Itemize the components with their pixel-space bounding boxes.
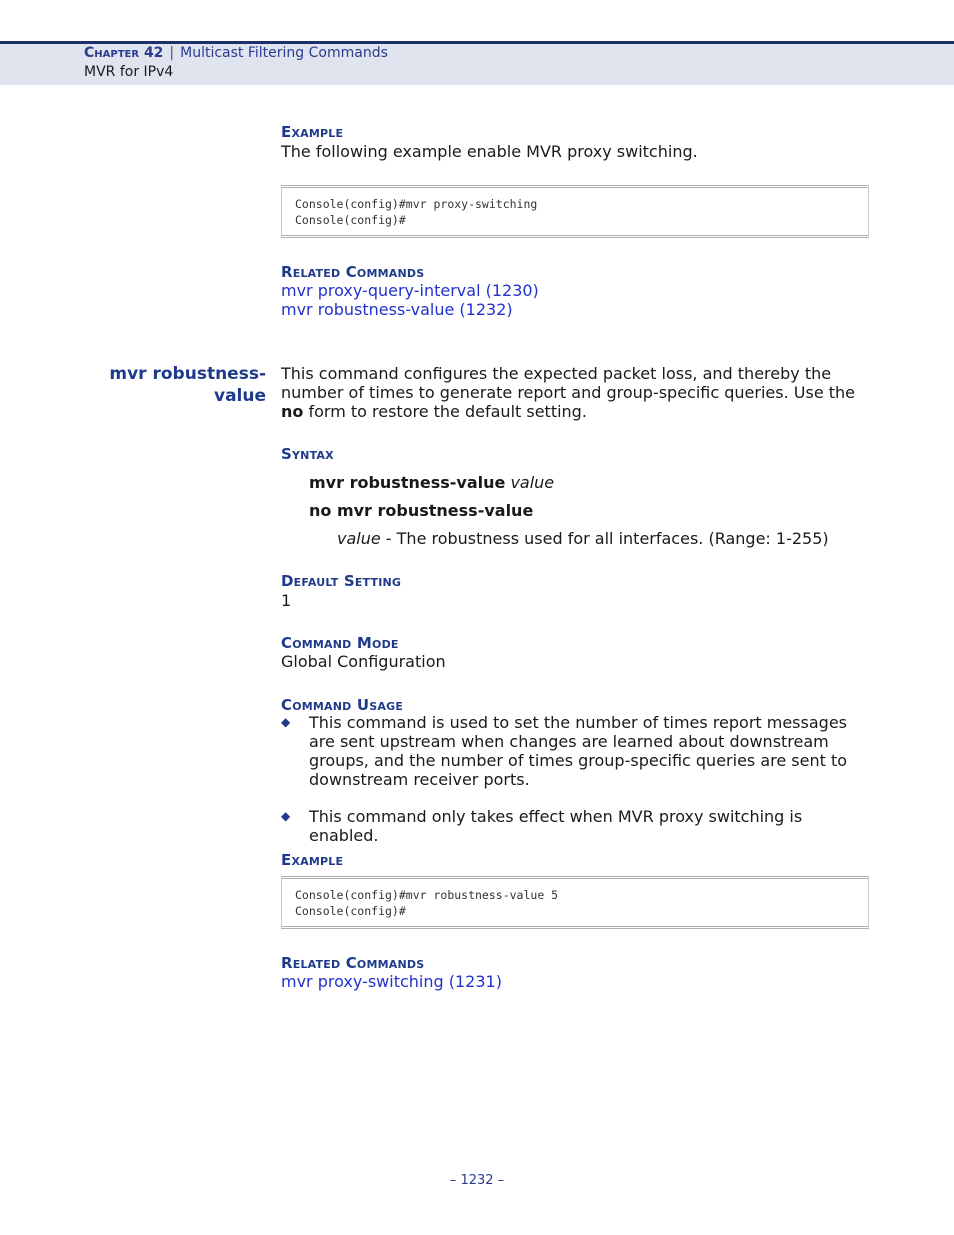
usage-bullet-text: This command is used to set the number of times report messages are sent upstream when changes are learned about downstream groups, and the number of times group-specific queries are sent to downstream receiver ports. [309, 713, 848, 789]
default-setting-heading: Default Setting [281, 572, 402, 590]
example-heading: Example [281, 123, 344, 141]
description-text-end: form to restore the default setting. [303, 402, 587, 421]
code-line: Console(config)#mvr proxy-switching [295, 197, 538, 211]
description-bold-no: no [281, 402, 304, 421]
link-mvr-robustness-value[interactable]: mvr robustness-value (1232) [281, 300, 513, 319]
link-mvr-proxy-query-interval[interactable]: mvr proxy-query-interval (1230) [281, 281, 539, 300]
code-block [281, 876, 869, 929]
example-heading: Example [281, 851, 344, 869]
description-text: This command configures the expected packet loss, and thereby the number of times to generate report and group-specific queries. Use the [281, 364, 855, 402]
command-mode-heading: Command Mode [281, 634, 399, 652]
code-line: Console(config)#mvr robustness-value 5 [295, 888, 559, 902]
command-description [281, 364, 871, 421]
diamond-bullet-icon: ◆ [281, 715, 291, 729]
diamond-bullet-icon: ◆ [281, 809, 291, 823]
syntax-parameter [337, 529, 829, 548]
code-line: Console(config)# [295, 904, 406, 918]
example-text: The following example enable MVR proxy switching. [281, 142, 698, 161]
command-title-line1: mvr robustness- [109, 364, 266, 384]
link-mvr-proxy-switching[interactable]: mvr proxy-switching (1231) [281, 972, 502, 991]
syntax-line-2 [309, 501, 533, 520]
parameter-name: value [337, 529, 381, 548]
default-setting-value: 1 [281, 591, 292, 610]
related-commands-heading: Related Commands [281, 263, 425, 281]
usage-bullet-text: This command only takes effect when MVR proxy switching is enabled. [309, 807, 803, 845]
syntax-no-command: no mvr robustness-value [309, 501, 534, 520]
command-title [109, 363, 266, 407]
syntax-argument: value [510, 473, 555, 492]
code-block [281, 185, 869, 238]
running-header-chapter [84, 45, 388, 61]
command-title-line2: value [213, 386, 266, 406]
syntax-heading: Syntax [281, 445, 334, 463]
syntax-command: mvr robustness-value [309, 473, 506, 492]
header-separator: | [169, 45, 175, 61]
related-commands-heading: Related Commands [281, 954, 425, 972]
command-mode-value: Global Configuration [281, 652, 446, 671]
parameter-description: - The robustness used for all interfaces. (Range: 1-255) [380, 529, 829, 548]
command-usage-heading: Command Usage [281, 696, 404, 714]
chapter-title: Multicast Filtering Commands [180, 45, 388, 61]
usage-bullet [281, 713, 871, 789]
usage-bullet [281, 807, 871, 845]
syntax-line-1 [309, 473, 554, 492]
page-number: – 1232 – [449, 1173, 505, 1188]
running-header-section: MVR for IPv4 [84, 64, 174, 80]
code-line: Console(config)# [295, 213, 406, 227]
chapter-label: Chapter 42 [84, 45, 164, 61]
